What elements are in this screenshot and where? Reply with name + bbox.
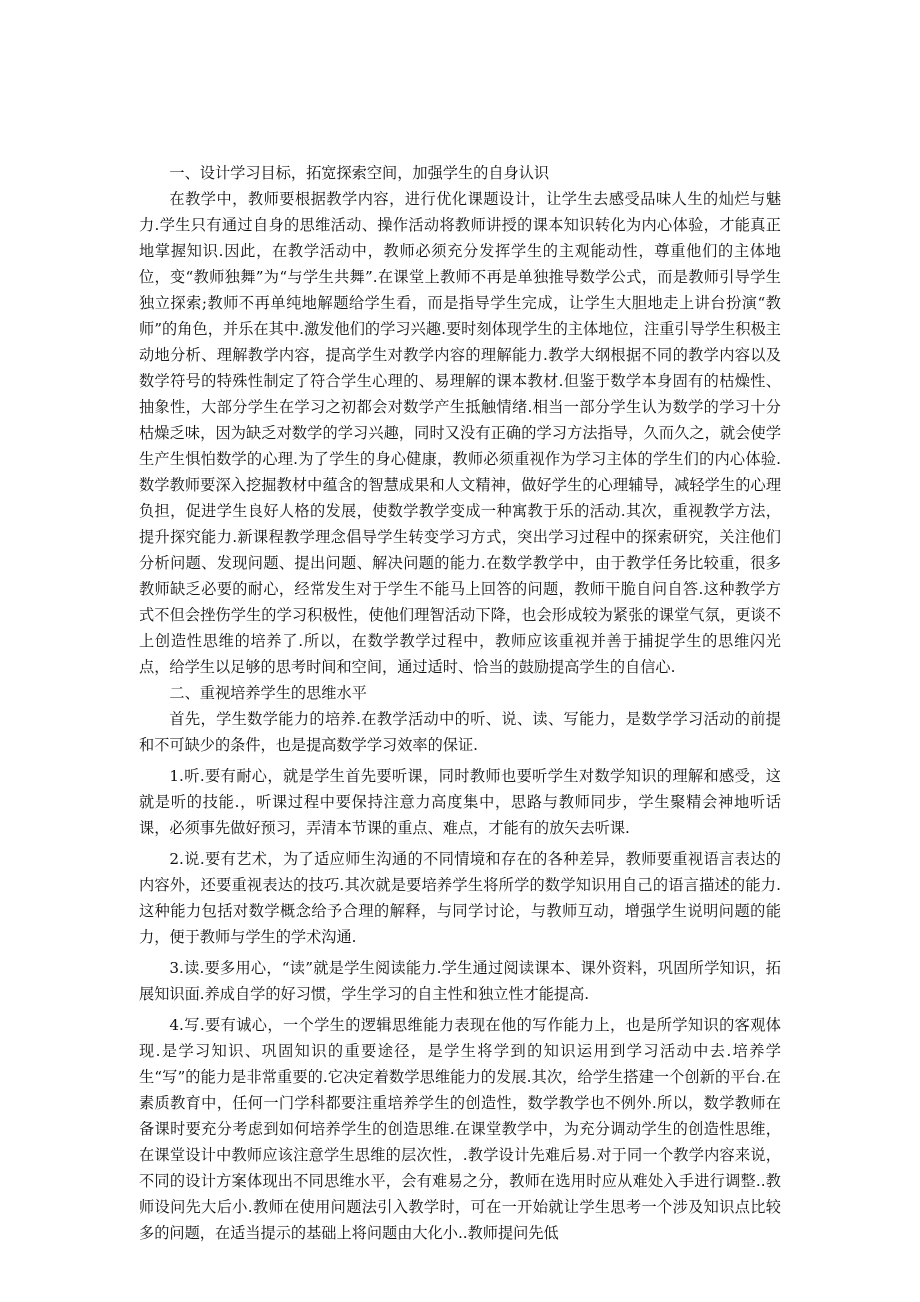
document-body bbox=[139, 160, 781, 1246]
paragraph-2: 首先，学生数学能力的培养.在教学活动中的听、说、读、写能力，是数学学习活动的前提和不可缺少的条件，也是提高数学学习效率的保证. bbox=[139, 710, 781, 754]
paragraph-listening: 1.听.要有耐心，就是学生首先要听课，同时教师也要听学生对数学知识的理解和感受，这就是听的技能.，听课过程中要保持注意力高度集中，思路与教师同步，学生聚精会神地听话课，必须事先做好预习，弄清本节课的重点、难点，才能有的放矢去听课. bbox=[139, 767, 781, 837]
section-heading-2: 二、重视培养学生的思维水平 bbox=[169, 684, 367, 702]
section-heading-1: 一、设计学习目标，拓宽探索空间，加强学生的自身认识 bbox=[169, 164, 550, 182]
paragraph-writing: 4.写.要有诚心，一个学生的逻辑思维能力表现在他的写作能力上，也是所学知识的客观体现.是学习知识、巩固知识的重要途径，是学生将学到的知识运用到学习活动中去.培养学生“写”的能力是非常重要的.它决定着数学思维能力的发展.其次，给学生搭建一个创新的平台.在素质教育中，任何一门学科都要注重培养学生的创造性，数学教学也不例外.所以，数学教师在备课时要充分考虑到如何培养学生的创造思维.在课堂教学中，为充分调动学生的创造性思维，在课堂设计中教师应该注意学生思维的层次性，.教学设计先难后易.对于同一个教学内容来说，不同的设计方案体现出不同思维水平，会有难易之分，教师在选用时应从难处入手进行调整..教师设问先大后小.教师在使用问题法引入教学时，可在一开始就让学生思考一个涉及知识点比较多的问题，在适当提示的基础上将问题由大化小..教师提问先低 bbox=[139, 1016, 781, 1242]
paragraph-reading: 3.读.要多用心，“读”就是学生阅读能力.学生通过阅读课本、课外资料，巩固所学知识，拓展知识面.养成自学的好习惯，学生学习的自主性和独立性才能提高. bbox=[139, 959, 781, 1003]
paragraph-1: 在教学中，教师要根据教学内容，进行优化课题设计，让学生去感受品味人生的灿烂与魅力.学生只有通过自身的思维活动、操作活动将教师讲授的课本知识转化为内心体验，才能真正地掌握知识.因此，在教学活动中，教师必须充分发挥学生的主观能动性，尊重他们的主体地位，变“教师独舞”为“与学生共舞”.在课堂上教师不再是单独推导数学公式，而是教师引导学生独立探索;教师不再单纯地解题给学生看，而是指导学生完成，让学生大胆地走上讲台扮演“教师”的角色，并乐在其中.激发他们的学习兴趣.要时刻体现学生的主体地位，注重引导学生积极主动地分析、理解教学内容，提高学生对教学内容的理解能力.教学大纲根据不同的教学内容以及数学符号的特殊性制定了符合学生心理的、易理解的课本教材.但鉴于数学本身固有的枯燥性、抽象性，大部分学生在学习之初都会对数学产生抵触情绪.相当一部分学生认为数学的学习十分枯燥乏味，因为缺乏对数学的学习兴趣，同时又没有正确的学习方法指导，久而久之，就会使学生产生惧怕数学的心理.为了学生的身心健康，教师必须重视作为学习主体的学生们的内心体验.数学教师要深入挖掘教材中蕴含的智慧成果和人文精神，做好学生的心理辅导，减轻学生的心理负担，促进学生良好人格的发展，使数学教学变成一种寓教于乐的活动.其次，重视教学方法，提升探究能力.新课程教学理念倡导学生转变学习方式，突出学习过程中的探索研究，关注他们分析问题、发现问题、提出问题、解决问题的能力.在数学教学中，由于教学任务比较重，很多教师缺乏必要的耐心，经常发生对于学生不能马上回答的问题，教师干脆自问自答.这种教学方式不但会挫伤学生的学习积极性，使他们理智活动下降，也会形成较为紧张的课堂气氛，更谈不上创造性思维的培养了.所以，在数学教学过程中，教师应该重视并善于捕捉学生的思维闪光点，给学生以足够的思考时间和空间，通过适时、恰当的鼓励提高学生的自信心. bbox=[139, 190, 781, 676]
paragraph-speaking: 2.说.要有艺术，为了适应师生沟通的不同情境和存在的各种差异，教师要重视语言表达的内容外，还要重视表达的技巧.其次就是要培养学生将所学的数学知识用自己的语言描述的能力.这种能力包括对数学概念给予合理的解释，与同学讨论，与教师互动，增强学生说明问题的能力，便于教师与学生的学术沟通. bbox=[139, 850, 781, 946]
